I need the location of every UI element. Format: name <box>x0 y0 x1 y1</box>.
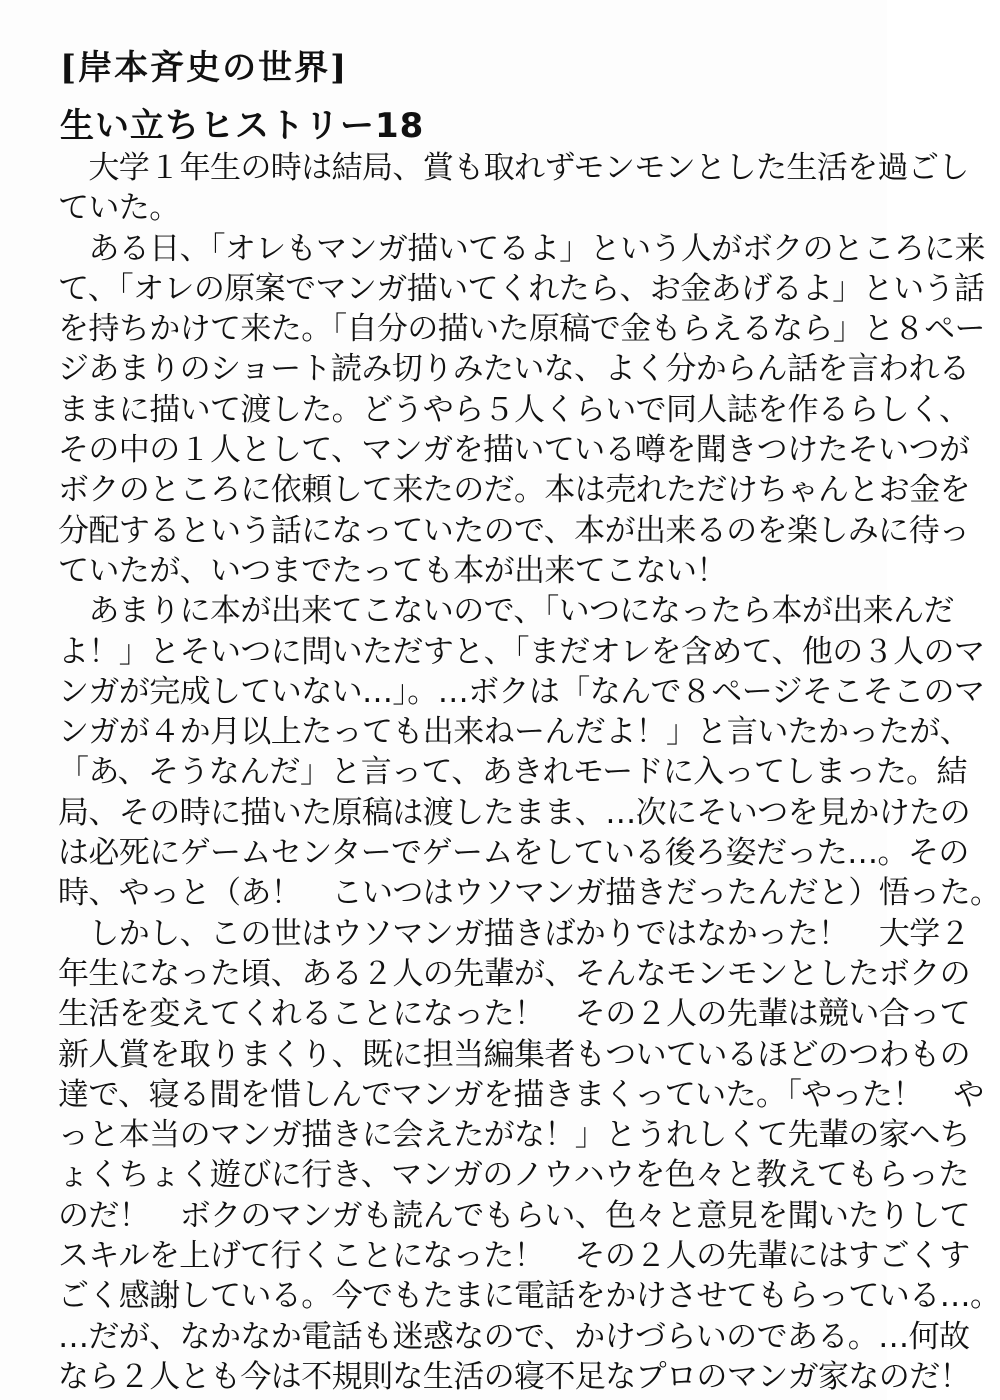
text-line: ボクのところに依頼して来たのだ。本は売れただけちゃんとお金を <box>58 472 970 509</box>
page-title: [岸本斉史の世界] <box>60 48 349 88</box>
text-line: 大学１年生の時は結局、賞も取れずモンモンとした生活を過ごし <box>58 150 969 186</box>
text-line: しかし、この世はウソマンガ描きばかりではなかった！ 大学２ <box>58 915 970 952</box>
text-line: 生活を変えてくれることになった！ その２人の先輩は競い合って <box>58 996 970 1033</box>
page-subtitle: 生い立ちヒストリー18 <box>60 106 425 146</box>
text-line: のだ！ ボクのマンガも読んでもらい、色々と意見を聞いたりして <box>58 1197 970 1234</box>
text-line: ていた。 <box>58 190 180 227</box>
text-line: 局、その時に描いた原稿は渡したまま、…次にそいつを見かけたの <box>58 794 970 831</box>
text-line: スキルを上げて行くことになった！ その２人の先輩にはすごくす <box>58 1238 970 1275</box>
text-line: 年生になった頃、ある２人の先輩が、そんなモンモンとしたボクの <box>58 955 970 992</box>
text-line: 分配するという話になっていたので、本が出来るのを楽しみに待っ <box>58 512 970 549</box>
text-line: その中の１人として、マンガを描いている噂を聞きつけたそいつが <box>58 432 970 469</box>
text-line: っと本当のマンガ描きに会えたがな！」とうれしくて先輩の家へち <box>58 1117 970 1154</box>
text-line: ごく感謝している。今でもたまに電話をかけさせてもらっている…。 <box>58 1278 1000 1315</box>
text-line: 達で、寝る間を惜しんでマンガを描きまくっていた。「やった！ や <box>58 1076 984 1113</box>
text-line: あまりに本が出来てこないので、「いつになったら本が出来んだ <box>58 593 954 630</box>
text-line: ある日、「オレもマンガ描いてるよ」という人がボクのところに来 <box>58 230 985 267</box>
text-line: 時、やっと（あ！ こいつはウソマンガ描きだったんだと）悟った。 <box>58 875 1000 912</box>
text-line: なら２人とも今は不規則な生活の寝不足なプロのマンガ家なのだ！ <box>58 1358 970 1395</box>
text-line: ょくちょく遊びに行き、マンガのノウハウを色々と教えてもらった <box>58 1157 969 1194</box>
text-line: ていたが、いつまでたっても本が出来てこない！ <box>58 552 727 589</box>
text-line: ジあまりのショート読み切りみたいな、よく分からん話を言われる <box>58 351 970 388</box>
text-line: て、「オレの原案でマンガ描いてくれたら、お金あげるよ」という話 <box>58 270 985 307</box>
text-line: …だが、なかなか電話も迷惑なので、かけづらいのである。…何故 <box>58 1318 970 1355</box>
text-line: よ！」とそいつに問いただすと、「まだオレを含めて、他の３人のマ <box>58 633 985 670</box>
text-line: 新人賞を取りまくり、既に担当編集者もついているほどのつわもの <box>58 1036 970 1073</box>
text-line: は必死にゲームセンターでゲームをしている後ろ姿だった…。その <box>58 835 969 872</box>
text-line: ンガが４か月以上たっても出来ねーんだよ！」と言いたかったが、 <box>58 714 970 751</box>
body-text <box>58 148 1000 1397</box>
text-line: ンガが完成していない…」。…ボクは「なんで８ページそこそこのマ <box>58 673 985 710</box>
text-line: 「あ、そうなんだ」と言って、あきれモードに入ってしまった。結 <box>58 754 967 791</box>
text-line: ままに描いて渡した。どうやら５人くらいで同人誌を作るらしく、 <box>58 391 970 428</box>
text-line: を持ちかけて来た。「自分の描いた原稿で金もらえるなら」と８ペー <box>58 311 985 348</box>
